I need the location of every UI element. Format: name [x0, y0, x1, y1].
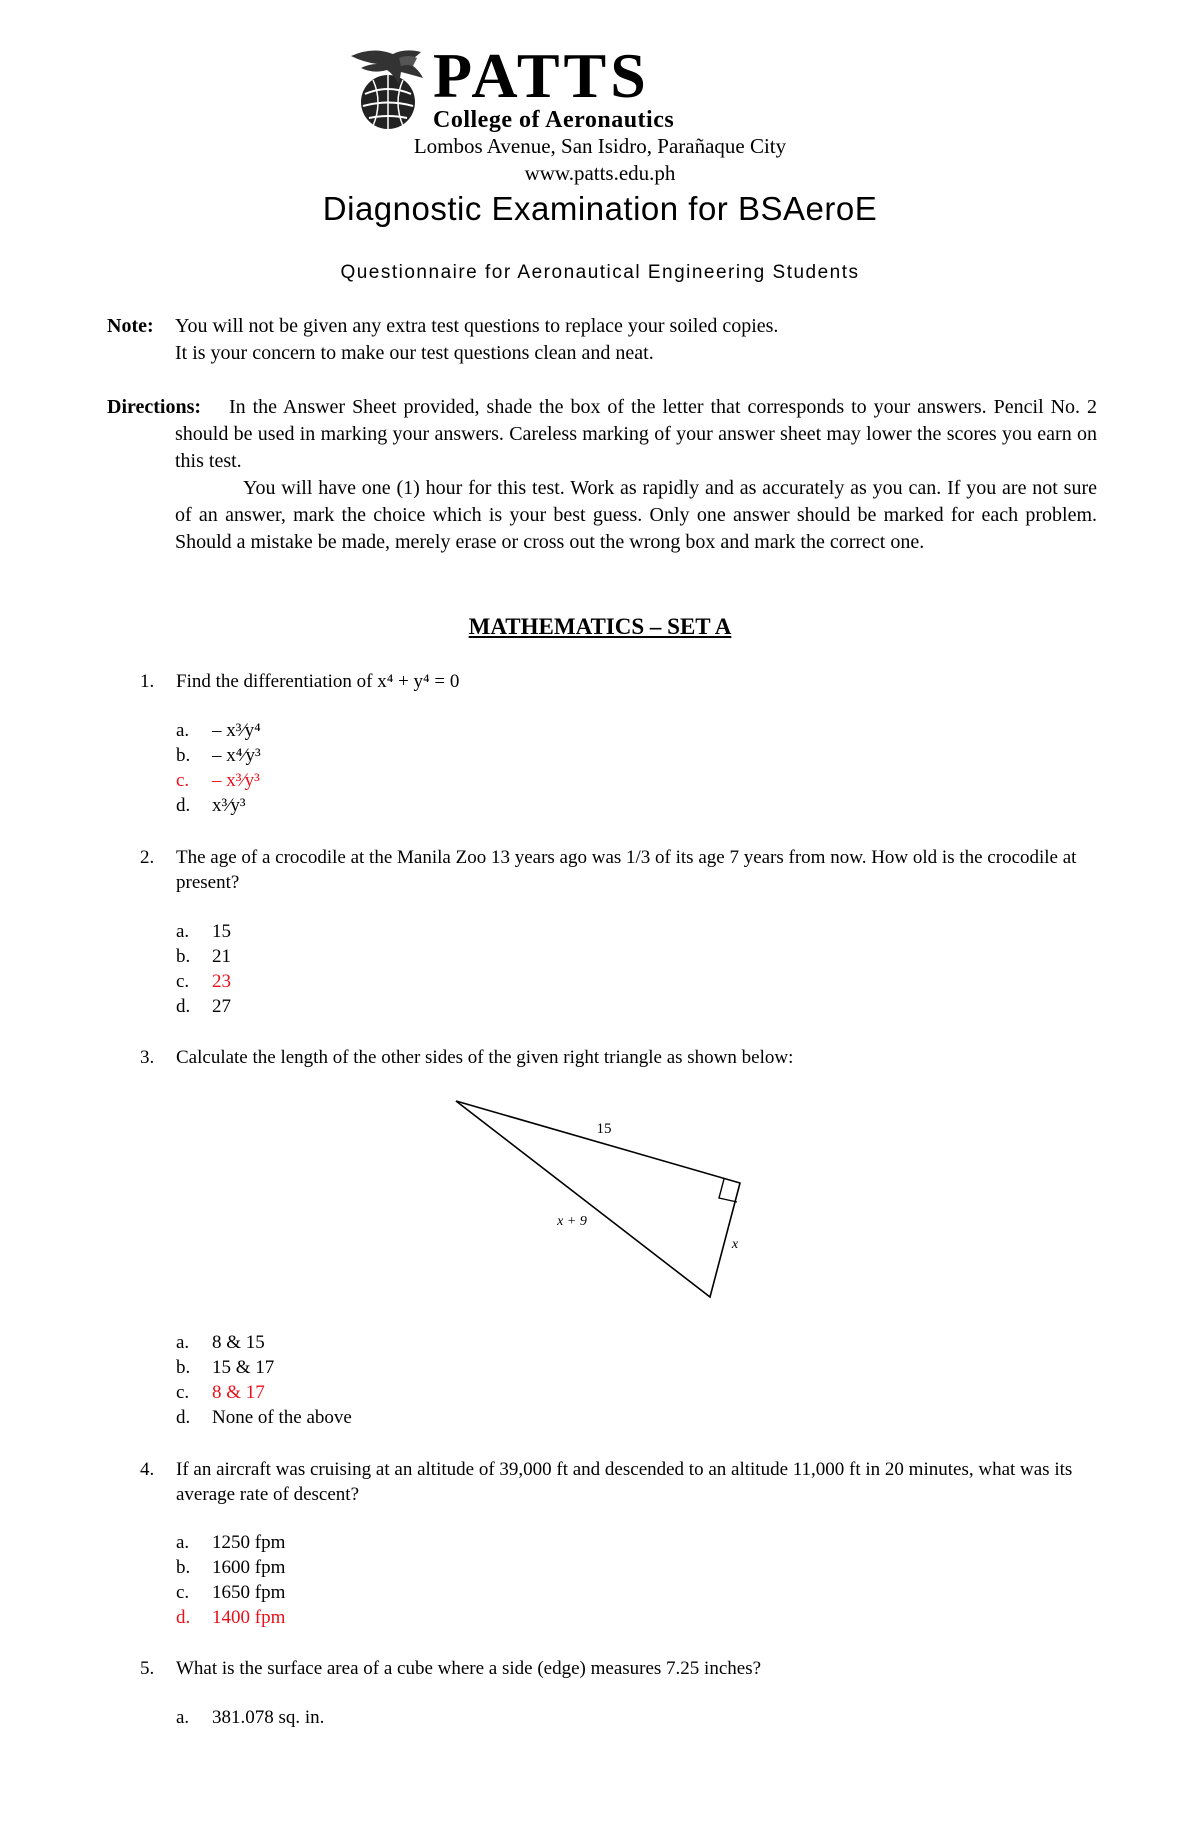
exam-subtitle: Questionnaire for Aeronautical Engineering Students	[340, 262, 860, 283]
address: Lombos Avenue, San Isidro, Parañaque City	[413, 134, 787, 158]
note-label: Note:	[107, 315, 154, 337]
option-value: 8 & 17	[212, 1382, 265, 1403]
option-value: 15 & 17	[212, 1357, 275, 1378]
option-letter: b.	[176, 745, 191, 766]
option-value: x³⁄y³	[212, 795, 246, 816]
option-value: – x³⁄y³	[212, 770, 260, 791]
question-text: Find the differentiation of x⁴ + y⁴ = 0	[176, 671, 460, 692]
question-number: 5.	[140, 1658, 155, 1679]
note-line-2: It is your concern to make our test questions clean and neat.	[175, 342, 654, 364]
long-side-label: x + 9	[557, 1214, 587, 1229]
patts-logo	[343, 40, 763, 134]
directions-label: Directions:	[107, 396, 202, 418]
option-letter: a.	[176, 1707, 190, 1728]
question-number: 3.	[140, 1047, 155, 1068]
option-letter: d.	[176, 996, 191, 1017]
option-letter: d.	[176, 795, 191, 816]
option-value: – x⁴⁄y³	[212, 745, 261, 766]
option-value: 15	[212, 921, 231, 942]
exam-title: Diagnostic Examination for BSAeroE	[322, 190, 878, 227]
option-value: 1250 fpm	[212, 1532, 286, 1553]
option-letter: d.	[176, 1407, 191, 1428]
option-value: 23	[212, 971, 231, 992]
directions	[107, 394, 1097, 556]
logo-subtitle: College of Aeronautics	[433, 107, 675, 133]
option-value: – x³⁄y⁴	[212, 720, 261, 741]
right-triangle-figure	[440, 1085, 760, 1315]
option-letter: c.	[176, 770, 190, 791]
option-value: 1400 fpm	[212, 1607, 286, 1628]
question-text: The age of a crocodile at the Manila Zoo 13 years ago was 1/3 of its age 7 years from now. How old is the crocodile at present?	[176, 847, 1077, 893]
option-letter: c.	[176, 1382, 190, 1403]
note-line-1: You will not be given any extra test questions to replace your soiled copies.	[175, 315, 779, 337]
option-value: None of the above	[212, 1407, 352, 1428]
option-letter: a.	[176, 720, 190, 741]
pegasus-globe-icon	[343, 44, 438, 134]
option-letter: a.	[176, 921, 190, 942]
hypotenuse-label: 15	[596, 1121, 612, 1137]
option-letter: b.	[176, 1557, 191, 1578]
option-value: 8 & 15	[212, 1332, 265, 1353]
right-angle-marker	[719, 1179, 737, 1202]
logo-name: PATTS	[433, 40, 650, 111]
website: www.patts.edu.ph	[524, 161, 676, 185]
option-letter: d.	[176, 1607, 191, 1628]
option-value: 27	[212, 996, 231, 1017]
question-number: 1.	[140, 671, 155, 692]
option-value: 1600 fpm	[212, 1557, 286, 1578]
option-letter: a.	[176, 1532, 190, 1553]
question-text: What is the surface area of a cube where a side (edge) measures 7.25 inches?	[176, 1658, 762, 1679]
option-letter: c.	[176, 1582, 190, 1603]
question-text: If an aircraft was cruising at an altitude of 39,000 ft and descended to an altitude 11,000 ft in 20 minutes, what was its average rate of descent?	[176, 1459, 1073, 1505]
directions-text-1: In the Answer Sheet provided, shade the box of the letter that corresponds to your answers. Pencil No. 2 should be used in marking your answers. Careless marking of your answer sheet may lower the scores you earn on this test.	[175, 396, 1098, 472]
logo-wordmark	[433, 40, 675, 133]
option-letter: a.	[176, 1332, 190, 1353]
option-value: 21	[212, 946, 231, 967]
option-letter: b.	[176, 946, 191, 967]
option-value: 381.078 sq. in.	[212, 1707, 325, 1728]
directions-paragraph-1	[107, 394, 1098, 475]
question-text: Calculate the length of the other sides of the given right triangle as shown below:	[176, 1047, 794, 1068]
question-number: 2.	[140, 847, 155, 868]
option-letter: b.	[176, 1357, 191, 1378]
option-letter: c.	[176, 971, 190, 992]
directions-paragraph-2: You will have one (1) hour for this test. Work as rapidly and as accurately as you can. If you are not sure of an answer, mark the choice which is your best guess. Only one answer should be marked for each problem. Should a mistake be made, merely erase or cross out the wrong box and mark the correct one.	[175, 477, 1097, 553]
question-number: 4.	[140, 1459, 155, 1480]
short-side-label: x	[731, 1237, 739, 1252]
section-title: MATHEMATICS – SET A	[468, 614, 732, 639]
option-value: 1650 fpm	[212, 1582, 286, 1603]
